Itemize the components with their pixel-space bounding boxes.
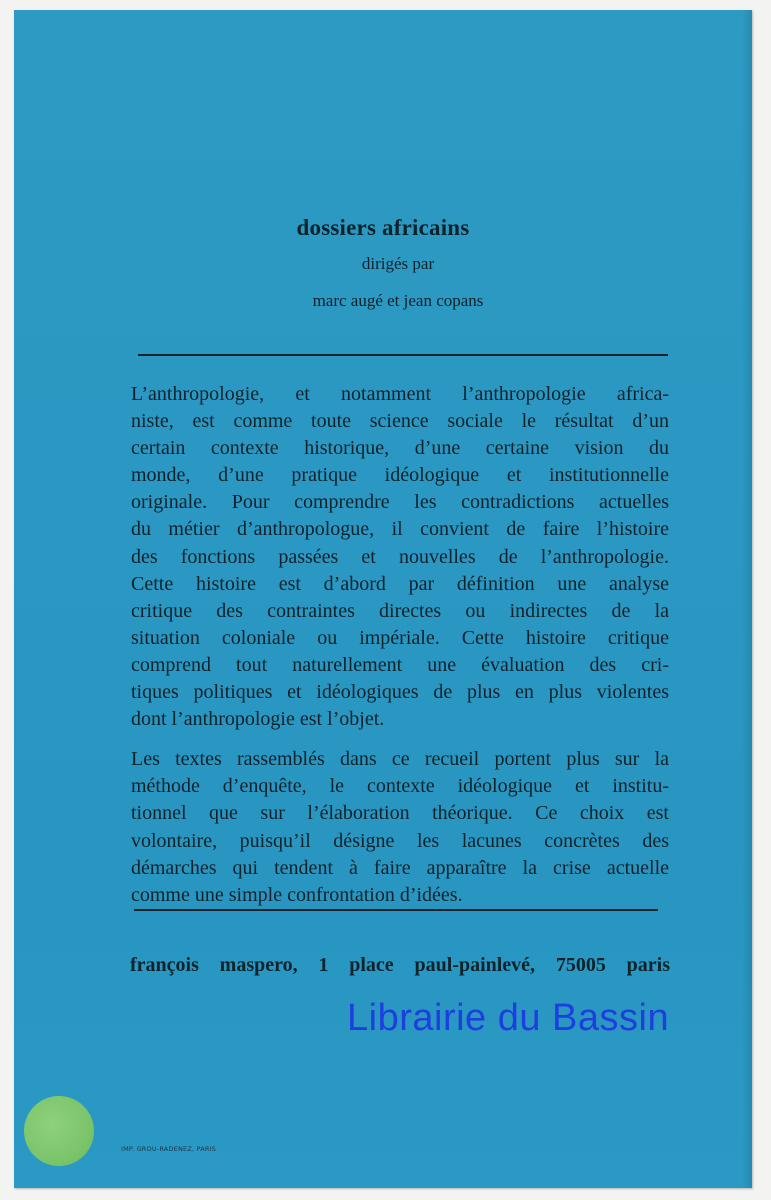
bookseller-watermark: Librairie du Bassin [347, 997, 670, 1039]
blurb-line: démarches qui tendent à faire apparaître la crise actuelle [131, 856, 669, 879]
publisher-address: françois maspero, 1 place paul-painlevé, 75005 paris [130, 954, 670, 976]
blurb-line: situation coloniale ou impériale. Cette histoire critique [131, 626, 669, 649]
blurb-line: certain contexte historique, d’une certaine vision du [131, 437, 669, 460]
printer-imprint: IMP. GROU-RADENEZ, PARIS [121, 1145, 217, 1153]
blurb-line: critique des contraintes directes ou indirectes de la [131, 599, 669, 622]
series-editors: marc augé et jean copans [312, 291, 484, 310]
blurb-line: volontaire, puisqu’il désigne les lacunes concrètes des [131, 829, 669, 852]
blurb-line: L’anthropologie, et notamment l’anthropologie africa- [131, 383, 669, 405]
green-sticker [24, 1096, 94, 1166]
blurb-line: dont l’anthropologie est l’objet. [131, 708, 385, 731]
blurb-line: Les textes rassemblés dans ce recueil portent plus sur la [131, 748, 669, 771]
blurb-line: des fonctions passées et nouvelles de l’anthropologie. [131, 545, 669, 568]
blurb-line: originale. Pour comprendre les contradictions actuelles [131, 491, 669, 514]
blurb-line: comme une simple confrontation d’idées. [131, 883, 463, 906]
blurb-line: tionnel que sur l’élaboration théorique. Ce choix est [131, 802, 669, 825]
blurb-line: méthode d’enquête, le contexte idéologique et institu- [131, 775, 669, 798]
series-title: dossiers africains [296, 215, 470, 240]
cover-edge-shadow [742, 10, 752, 1188]
directed-by-label: dirigés par [361, 254, 435, 273]
bottom-divider [134, 909, 658, 911]
blurb-text [131, 381, 669, 909]
blurb-paragraph-2 [131, 746, 669, 909]
top-divider [138, 354, 668, 356]
blurb-line: du métier d’anthropologue, il convient de faire l’histoire [131, 518, 669, 541]
blurb-line: Cette histoire est d’abord par définition une analyse [131, 572, 669, 595]
blurb-line: niste, est comme toute science sociale le résultat d’un [131, 410, 669, 433]
blurb-paragraph-1 [131, 381, 669, 733]
blurb-line: tiques politiques et idéologiques de plus en plus violentes [131, 681, 669, 704]
blurb-line: monde, d’une pratique idéologique et institutionnelle [131, 464, 669, 487]
blurb-line: comprend tout naturellement une évaluation des cri- [131, 653, 669, 676]
